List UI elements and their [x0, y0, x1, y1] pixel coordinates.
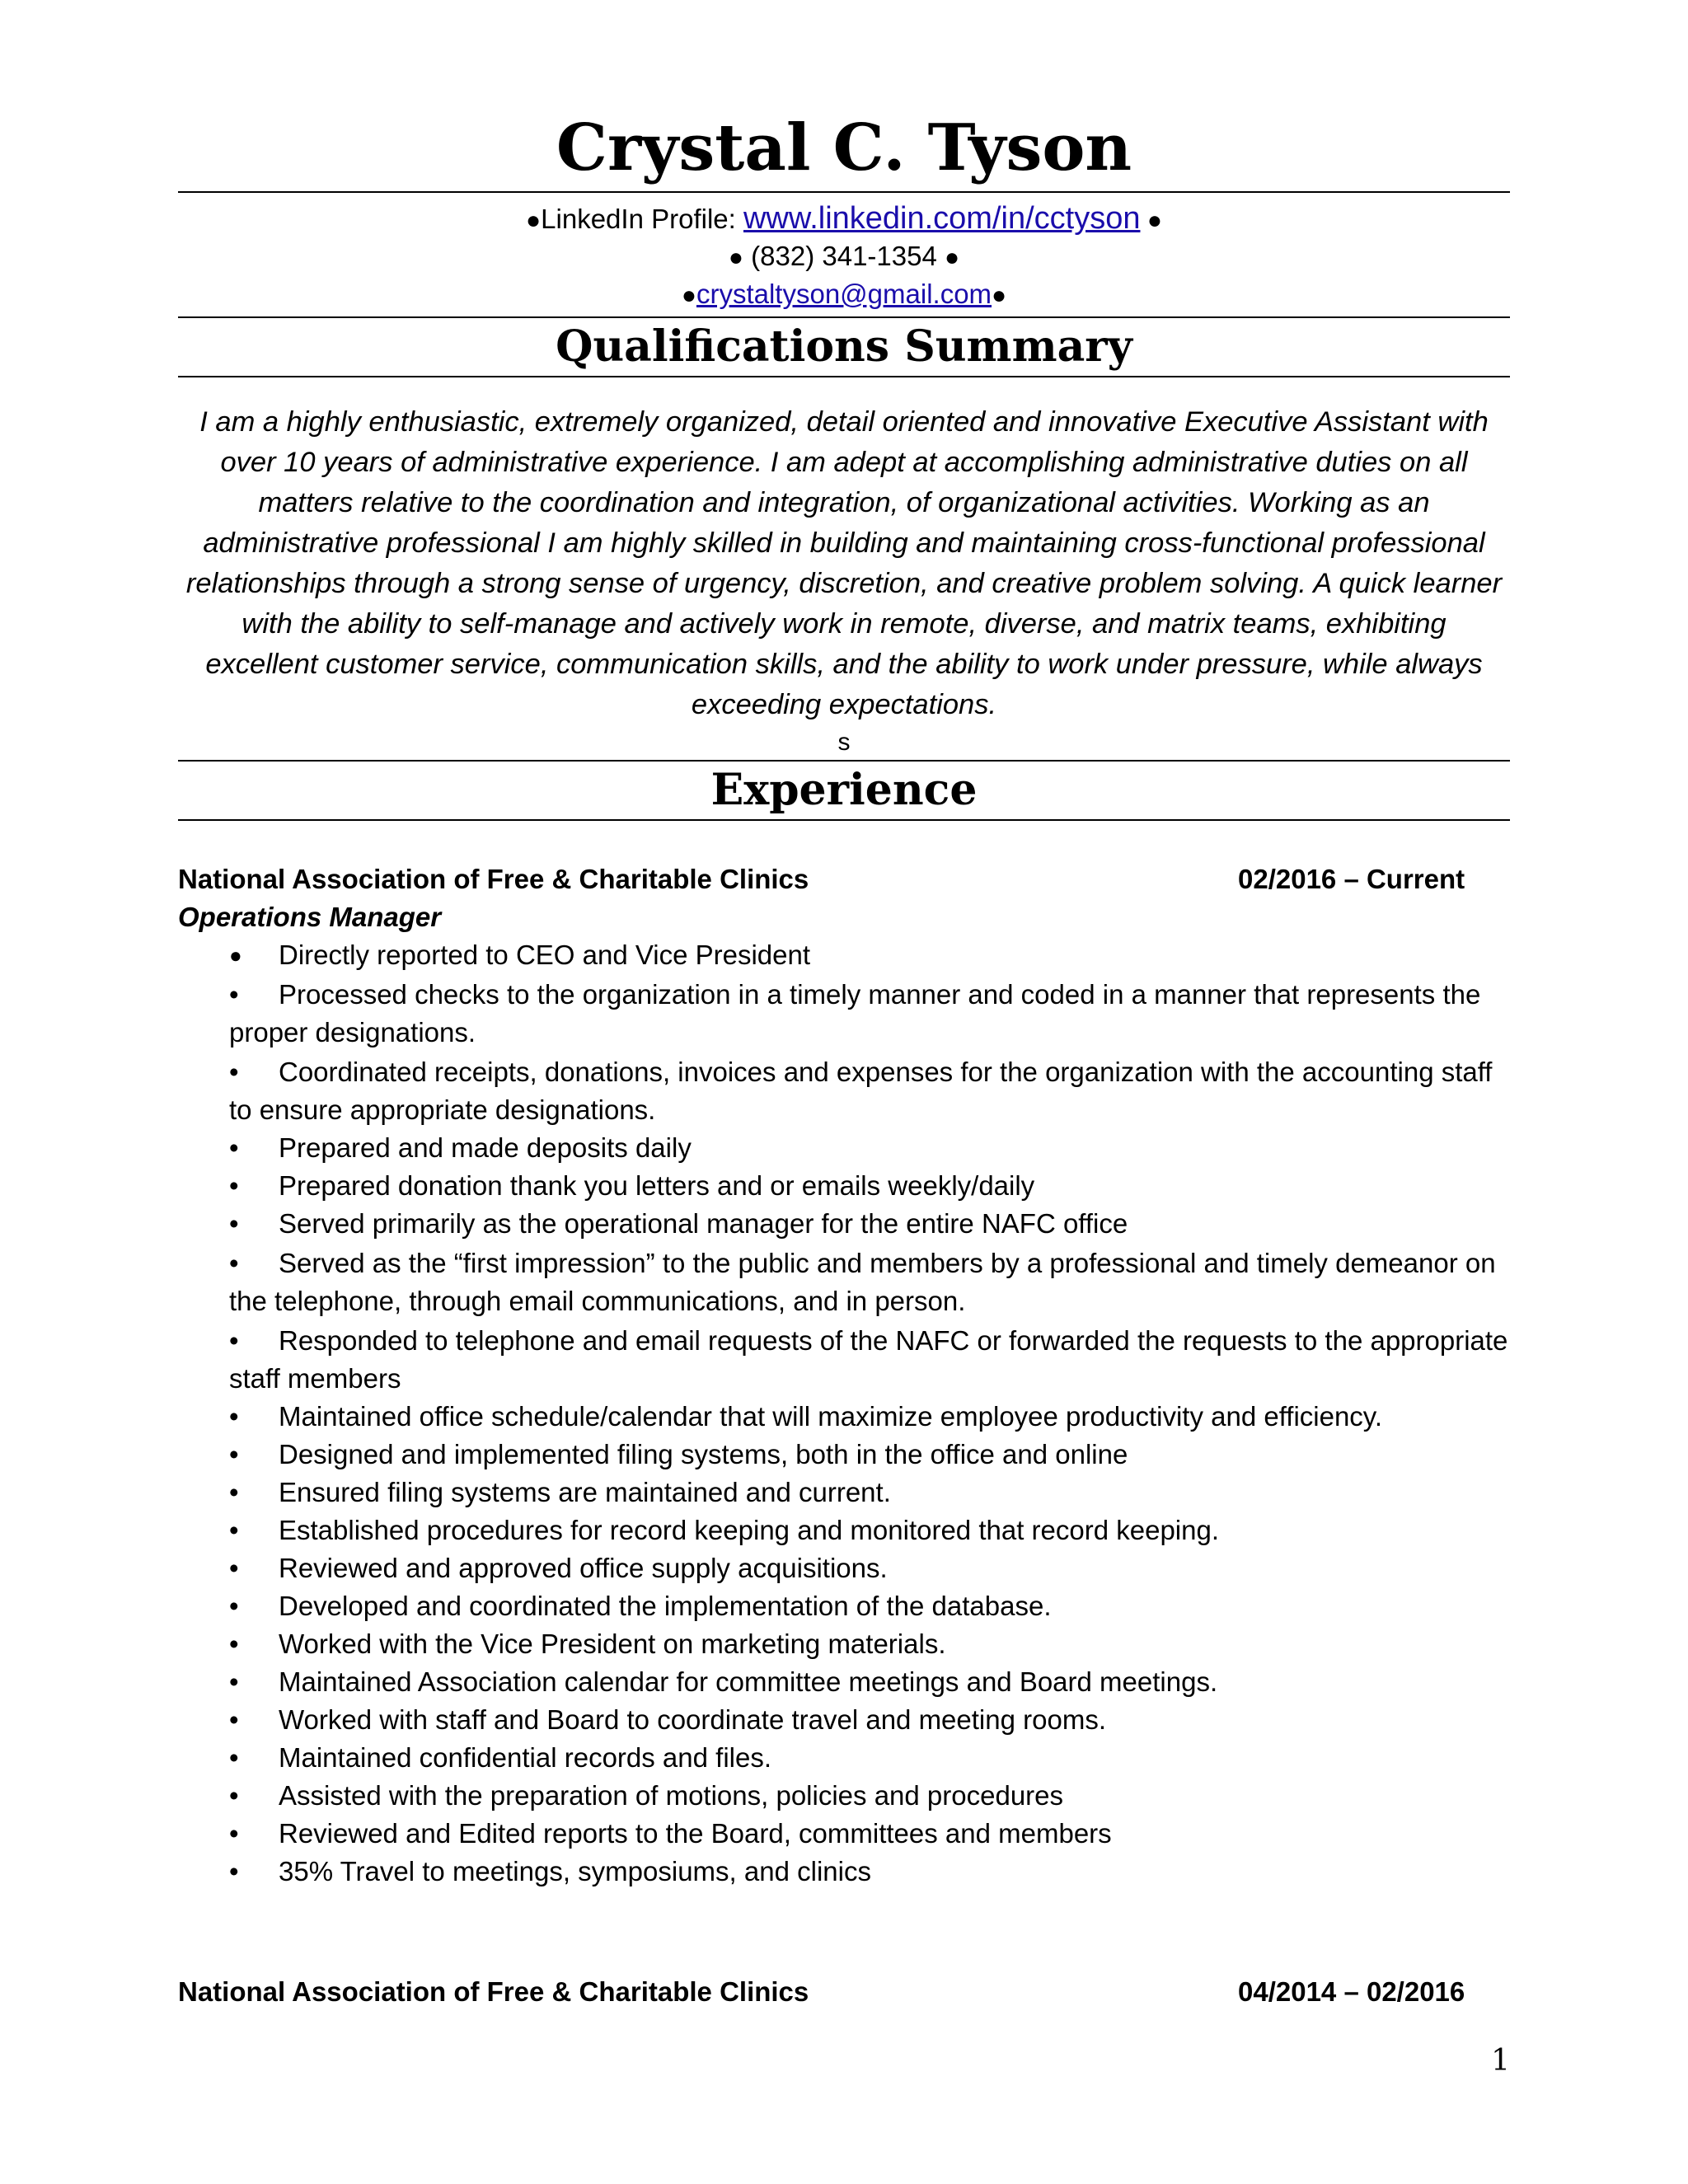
- list-item: • Responded to telephone and email requests of the NAFC or forwarded the requests to the appropriate staff members: [178, 1322, 1510, 1398]
- list-item: • 35% Travel to meetings, symposiums, and clinics: [178, 1853, 1510, 1891]
- email-line: [178, 275, 1510, 313]
- list-item: • Established procedures for record keeping and monitored that record keeping.: [178, 1511, 1510, 1549]
- job-organization: National Association of Free & Charitable Clinics: [178, 864, 809, 894]
- bullet-icon: ●: [1146, 207, 1162, 234]
- bullet-icon: •: [229, 1477, 239, 1507]
- bullet-icon: •: [229, 1401, 239, 1432]
- list-item: • Coordinated receipts, donations, invoices and expenses for the organization with the accounting staff to ensure appropriate designations.: [178, 1053, 1510, 1129]
- list-item: • Maintained confidential records and files.: [178, 1739, 1510, 1777]
- bullet-icon: •: [229, 1515, 239, 1545]
- list-item: • Prepared donation thank you letters and or emails weekly/daily: [178, 1167, 1510, 1205]
- bullet-icon: •: [229, 1170, 239, 1201]
- linkedin-line: [178, 199, 1510, 237]
- list-item: • Worked with the Vice President on marketing materials.: [178, 1625, 1510, 1663]
- job-dates: 02/2016 – Current: [1238, 864, 1465, 894]
- list-item: • Worked with staff and Board to coordinate travel and meeting rooms.: [178, 1701, 1510, 1739]
- bullet-icon: •: [229, 1132, 239, 1163]
- list-item: • Developed and coordinated the implementation of the database.: [178, 1587, 1510, 1625]
- page-number: 1: [1491, 2044, 1510, 2078]
- resume-content: [178, 0, 1510, 2011]
- phone-line: [178, 237, 1510, 275]
- job-header: [178, 1973, 1510, 2011]
- bullet-icon: ●: [992, 282, 1007, 309]
- bullet-icon: •: [229, 1208, 239, 1239]
- summary-heading: Qualifications Summary: [556, 321, 1132, 372]
- experience-heading: Experience: [710, 765, 978, 815]
- list-item: • Reviewed and Edited reports to the Board, committees and members: [178, 1815, 1510, 1853]
- bullet-icon: •: [229, 979, 239, 1010]
- summary-text: I am a highly enthusiastic, extremely organized, detail oriented and innovative Executive Assistant with over 10 years of administrative experience. I am adept at accomplishing administrative duties on all matters relative to the coordination and integration, of organizational activities. Working as an administrative professional I am highly skilled in building and maintaining cross-functional professional relationships through a strong sense of urgency, discretion, and creative problem solving. A quick learner with the ability to self-manage and actively work in remote, diverse, and matrix teams, exhibiting excellent customer service, communication skills, and the ability to work under pressure, while always exceeding expectations.: [185, 406, 1503, 720]
- header-rule: [178, 191, 1510, 193]
- bullet-icon: ●: [728, 244, 743, 271]
- linkedin-label: LinkedIn Profile:: [541, 204, 743, 234]
- bullet-icon: •: [229, 1553, 239, 1583]
- email-link[interactable]: crystaltyson@gmail.com: [696, 279, 992, 309]
- list-item: • Served primarily as the operational manager for the entire NAFC office: [178, 1205, 1510, 1243]
- list-item: • Processed checks to the organization in a timely manner and coded in a manner that represents the proper designations.: [178, 976, 1510, 1052]
- bullet-icon: •: [229, 1057, 239, 1087]
- phone-number: (832) 341-1354: [751, 241, 937, 271]
- list-item: • Served as the “first impression” to the public and members by a professional and timely demeanor on the telephone, through email communications, and in person.: [178, 1244, 1510, 1320]
- list-item: • Assisted with the preparation of motions, policies and procedures: [178, 1777, 1510, 1815]
- list-item: • Maintained office schedule/calendar that will maximize employee productivity and efficiency.: [178, 1398, 1510, 1436]
- list-item: • Prepared and made deposits daily: [178, 1129, 1510, 1167]
- bullet-icon: •: [229, 1248, 239, 1278]
- bullet-icon: ●: [681, 282, 696, 309]
- list-item: • Designed and implemented filing systems, both in the office and online: [178, 1436, 1510, 1474]
- job-dates: 04/2014 – 02/2016: [1238, 1976, 1465, 2007]
- bullet-icon: ●: [526, 207, 542, 234]
- list-item: • Maintained Association calendar for committee meetings and Board meetings.: [178, 1663, 1510, 1701]
- list-item: • Ensured filing systems are maintained and current.: [178, 1474, 1510, 1511]
- bullet-icon: [1140, 207, 1146, 234]
- job-title: Operations Manager: [178, 902, 442, 932]
- candidate-name: Crystal C. Tyson: [556, 110, 1132, 185]
- bullet-icon: •: [229, 1818, 239, 1849]
- list-item: • Reviewed and approved office supply acquisitions.: [178, 1549, 1510, 1587]
- job-header: [178, 860, 1510, 898]
- job-duties-list: [178, 936, 1510, 1891]
- bullet-icon: •: [229, 1439, 239, 1469]
- linkedin-link[interactable]: www.linkedin.com/in/cctyson: [743, 201, 1141, 236]
- bullet-icon: •: [229, 1704, 239, 1735]
- spacer: [178, 821, 1510, 860]
- bullet-icon: ●: [229, 943, 242, 968]
- bullet-icon: •: [229, 1591, 239, 1621]
- bullet-icon: •: [229, 1856, 239, 1886]
- bullet-icon: •: [229, 1666, 239, 1697]
- bullet-icon: •: [229, 1629, 239, 1659]
- spacer: [178, 1891, 1510, 1973]
- bullet-icon: •: [229, 1780, 239, 1811]
- bullet-icon: •: [229, 1325, 239, 1356]
- stray-character: s: [837, 729, 851, 756]
- list-item: ● Directly reported to CEO and Vice President: [178, 936, 1510, 974]
- job-organization: National Association of Free & Charitable Clinics: [178, 1976, 809, 2007]
- summary-bottom-rule: [178, 376, 1510, 377]
- bullet-icon: •: [229, 1742, 239, 1773]
- bullet-icon: ●: [945, 244, 960, 271]
